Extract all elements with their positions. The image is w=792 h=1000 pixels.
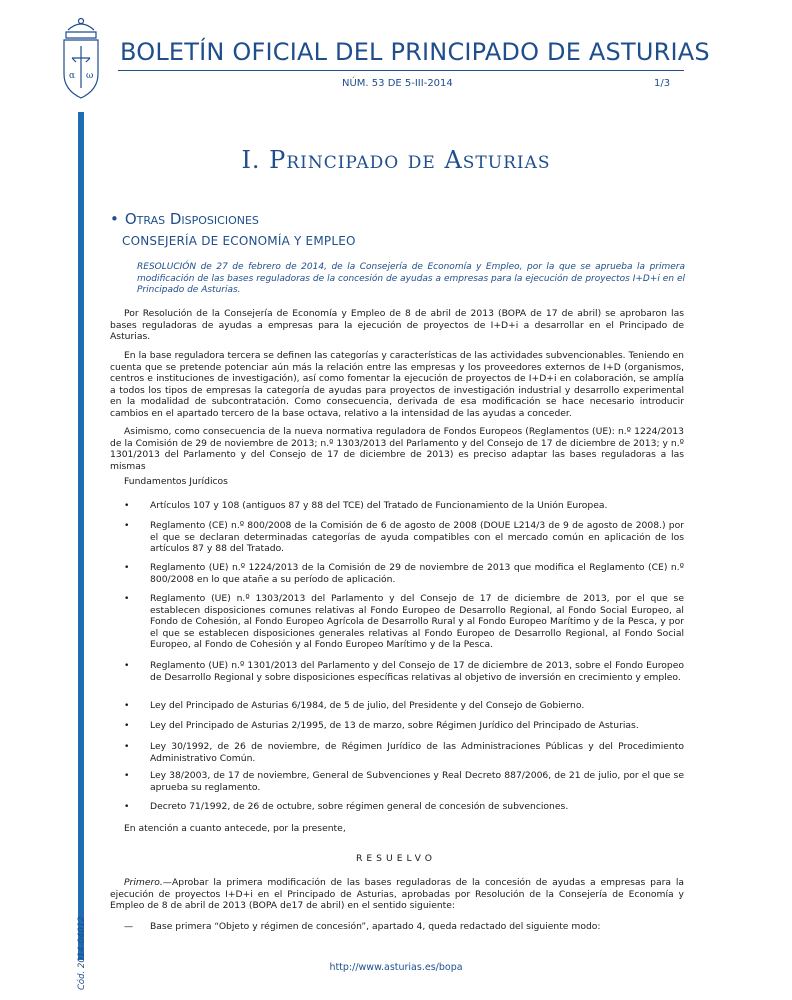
side-code-container (75, 912, 85, 992)
fundamentos-heading: Fundamentos Jurídicos (124, 476, 228, 487)
page-count: 1/3 (654, 78, 671, 89)
side-accent-bar (78, 112, 84, 960)
department-name: CONSEJERÍA DE ECONOMÍA Y EMPLEO (122, 234, 356, 248)
footer-link[interactable]: http://www.asturias.es/bopa (329, 962, 463, 973)
asturias-crest-icon (58, 16, 104, 100)
resolution-title: RESOLUCIÓN de 27 de febrero de 2014, de la Consejería de Economía y Empleo, por la que se aprueba la primera modificación de las bases reguladoras de la concesión de ayudas a empresas para la ejecución de proyectos I+D+i en el Principado de Asturias. (137, 262, 685, 295)
primero-text: —Aprobar la primera modificación de las bases reguladoras de la concesión de ayudas a empresas para la ejecución de proyectos I+D+i en el Principado de Asturias, aprobadas por Resolución de la Consejería de Economía y Empleo de 8 de abril de 2013 (BOPA de17 de abril) en el sentido siguiente: (110, 877, 684, 911)
resuelvo-heading: RESUELVO (355, 853, 436, 864)
masthead-divider (118, 70, 684, 71)
gazette-title: BOLETÍN OFICIAL DEL PRINCIPADO DE ASTURIAS (120, 38, 710, 66)
paragraph: Por Resolución de la Consejería de Economía y Empleo de 8 de abril de 2013 (BOPA de 17 de abril) se aprobaron las bases reguladoras de ayudas a empresas para la ejecución de proyectos de I+D+i a desarrollar en el Principado de Asturias. (110, 308, 684, 342)
primero-paragraph (110, 877, 684, 912)
section-heading: I. Principado de Asturias (241, 146, 551, 174)
paragraph: En la base reguladora tercera se definen las categorías y características de las actividades subvencionables. Teniendo en cuenta que se pretende potenciar aún más la relación entre las empresas y los proveedores externos de I+D (organismos, centros e instituciones de investigación), así como fomentar la ejecución de proyectos de I+D+i en colaboración, se amplía a todos los tipos de empresas la categoría de ayudas para proyectos de investigación industrial y desarrollo experimental en la modalidad de subcontratación. Como consecuencia, derivada de esa modificación se hace necesario introducir cambios en el apartado tercero de la base octava, relativo a la intensidad de las ayudas a conceder. (110, 350, 684, 419)
document-code: Cód. 2014-04012 (77, 916, 87, 990)
paragraph: Asimismo, como consecuencia de la nueva normativa reguladora de Fondos Europeos (Reglamentos (UE): n.º 1224/2013 de la Comisión de 29 de noviembre de 2013; n.º 1303/2013 del Parlamento y del Consejo de 17 de diciembre de 2013; y n.º 1301/2013 del Parlamento y del Consejo de 17 de diciembre de 2013) es preciso adaptar las bases reguladoras a las mismas (110, 426, 684, 472)
bullet-icon: • (110, 210, 119, 228)
primero-label: Primero. (124, 877, 163, 888)
svg-text:α: α (69, 71, 76, 81)
sub-section-heading (110, 210, 259, 228)
closing-intro: En atención a cuanto antecede, por la presente, (124, 823, 346, 834)
svg-text:ω: ω (86, 71, 94, 81)
sub-section-label: Otras Disposiciones (124, 210, 259, 228)
issue-number: NÚM. 53 DE 5-III-2014 (342, 78, 453, 89)
